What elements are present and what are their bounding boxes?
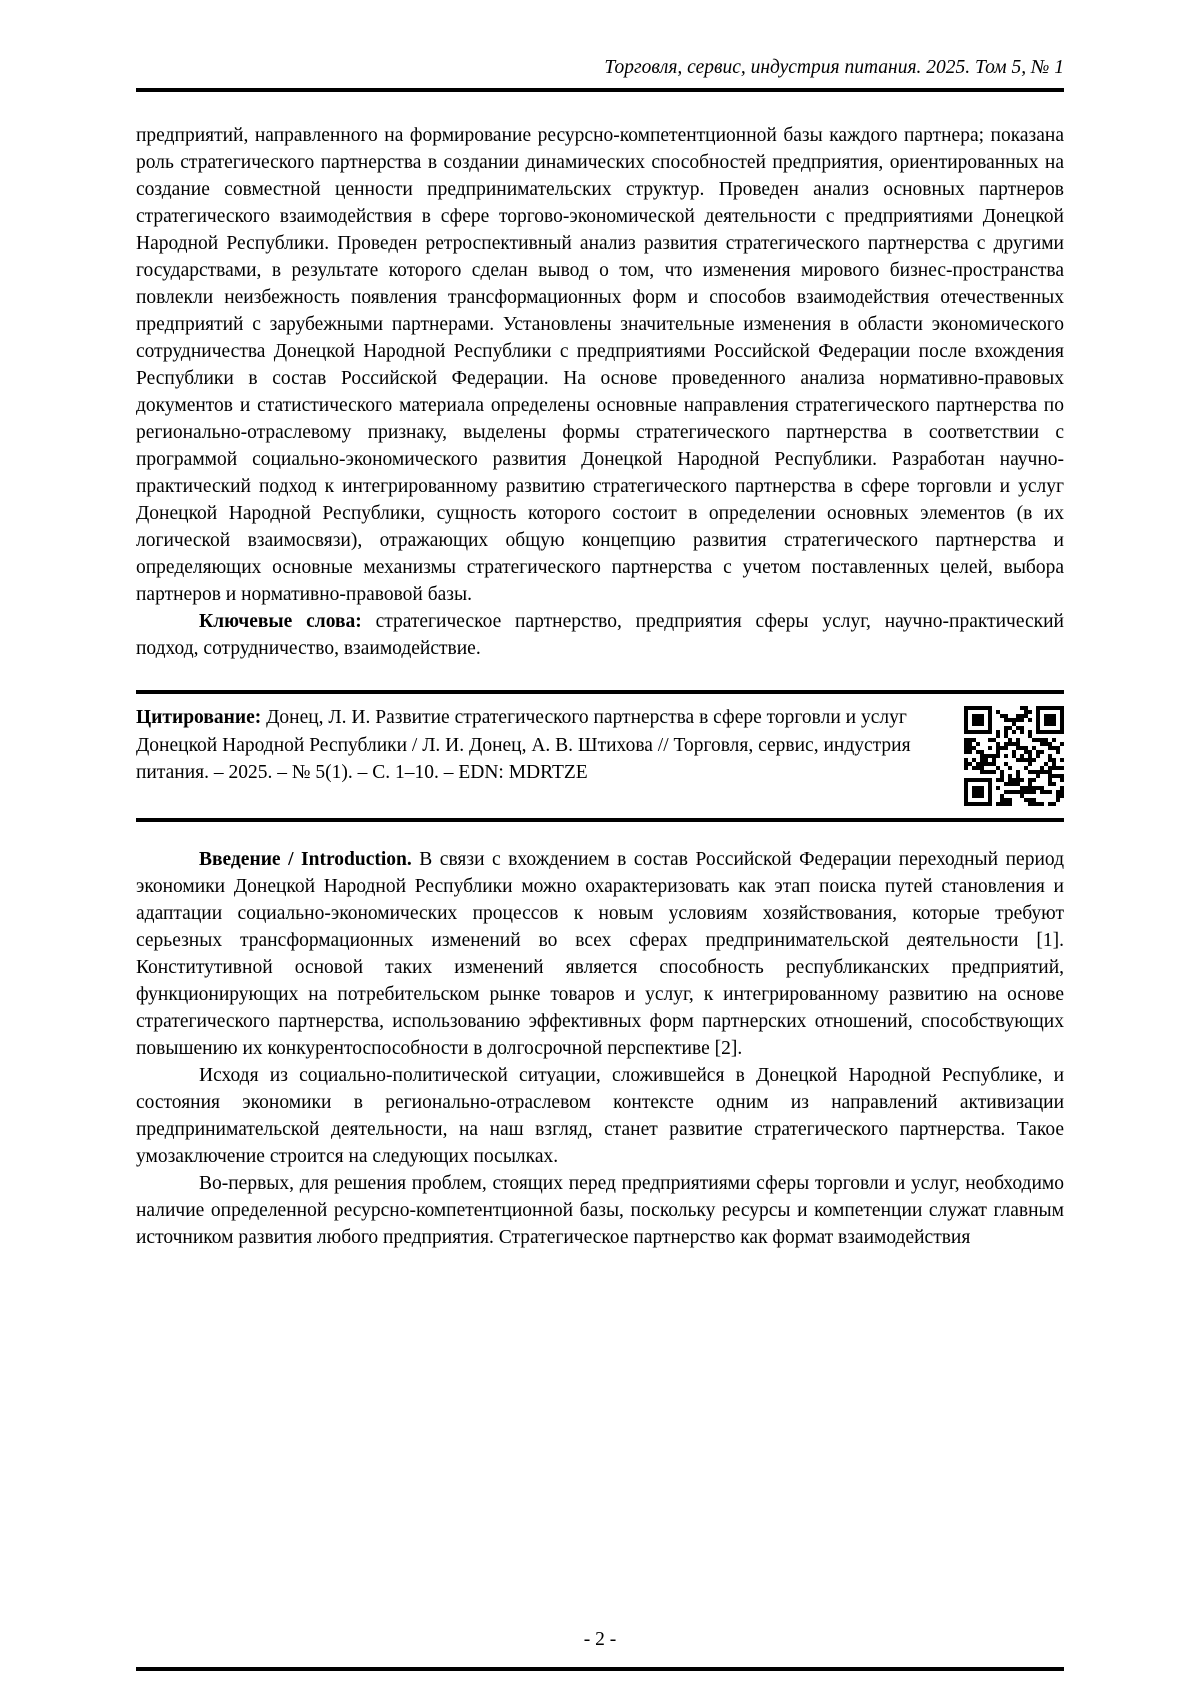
qr-code [964,704,1064,806]
header-divider [136,88,1064,92]
introduction-paragraph: Во-первых, для решения проблем, стоящих перед предприятиями сферы торговли и услуг, необходимо наличие определенной ресурсно-компетентционной базы, поскольку ресурсы и компетенции служат главным источником развития любого предприятия. Стратегическое партнерство как формат взаимодействия [136,1173,1064,1248]
keywords-text: стратегическое партнерство, предприятия сферы услуг, научно-практический подход, сотрудничество, взаимодействие. [136,611,1064,659]
introduction-section [136,846,1064,1251]
citation-block [136,690,1064,822]
citation-body: Донец, Л. И. Развитие стратегического партнерства в сфере торговли и услуг Донецкой Народной Республики / Л. И. Донец, А. В. Штихова // Торговля, сервис, индустрия питания. – 2025. – № 5(1). – С. 1–10. – EDN: MDRTZE [136,707,911,783]
keywords-paragraph [136,608,1064,662]
introduction-heading: Введение / Introduction. [199,849,412,870]
page-number: - 2 - [583,1629,617,1650]
keywords-label: Ключевые слова: [199,611,362,632]
introduction-paragraph [136,846,1064,1062]
abstract-section [136,122,1064,662]
introduction-paragraph-text: В связи с вхождением в состав Российской Федерации переходный период экономики Донецкой Народной Республики можно охарактеризовать как этап поиска путей становления и адаптации социально-экономических процессов к новым условиям хозяйствования, которые требуют серьезных трансформационных изменений во всех сферах предпринимательской деятельности [1]. Конститутивной основой таких изменений является способность республиканских предприятий, функционирующих на потребительском рынке товаров и услуг, к интегрированному развитию на основе стратегического партнерства, использованию эффективных форм партнерских отношений, способствующих повышению их конкурентоспособности в долгосрочной перспективе [2]. [136,849,1064,1059]
introduction-paragraph: Исходя из социально-политической ситуации, сложившейся в Донецкой Народной Республике, и состояния экономики в регионально-отраслевом контексте одним из направлений активизации предпринимательской деятельности, на наш взгляд, станет развитие стратегического партнерства. Такое умозаключение строится на следующих посылках. [136,1065,1064,1167]
abstract-paragraph: предприятий, направленного на формирование ресурсно-компетентционной базы каждого партнера; показана роль стратегического партнерства в создании динамических способностей предприятия, ориентированных на создание совместной ценности предпринимательских структур. Проведен анализ основных партнеров стратегического взаимодействия в сфере торгово-экономической деятельности с предприятиями Донецкой Народной Республики. Проведен ретроспективный анализ развития стратегического партнерства с другими государствами, в результате которого сделан вывод о том, что изменения мирового бизнес-пространства повлекли неизбежность появления трансформационных форм и способов взаимодействия отечественных предприятий с зарубежными партнерами. Установлены значительные изменения в области экономического сотрудничества Донецкой Народной Республики с предприятиями Российской Федерации после вхождения Республики в состав Российской Федерации. На основе проведенного анализа нормативно-правовых документов и статистического материала определены основные направления стратегического партнерства по регионально-отраслевому признаку, выделены формы стратегического партнерства в соответствии с программой социально-экономического развития Донецкой Народной Республики. Разработан научно-практический подход к интегрированному развитию стратегического партнерства в сфере торговли и услуг Донецкой Народной Республики, сущность которого состоит в определении основных элементов (в их логической взаимосвязи), отражающих общую концепцию развития стратегического партнерства и определяющих основные механизмы стратегического партнерства с учетом поставленных целей, выбора партнеров и нормативно-правовой базы. [136,125,1064,605]
journal-header: Торговля, сервис, индустрия питания. 2025. Том 5, № 1 [604,57,1064,78]
footer-divider [136,1667,1064,1671]
citation-label: Цитирование: [136,707,262,728]
qr-code-icon [964,706,1064,806]
citation-text [136,704,964,787]
page-footer [136,1629,1064,1671]
